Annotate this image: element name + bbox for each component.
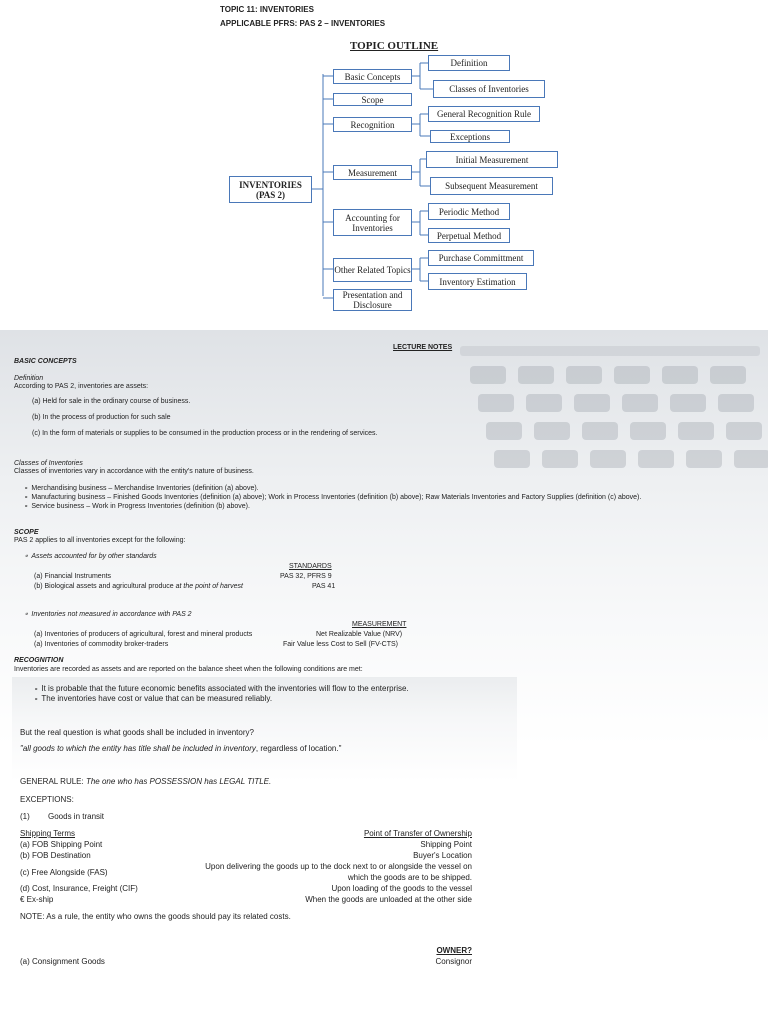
outline-basic-concepts: Basic Concepts	[333, 69, 412, 84]
class-item-manufacturing: ∘ Manufacturing business – Finished Goods Inventories (definition (a) above); Work in Process Inventories (definition (b) above); Raw Materials Inventories and Factory Supplies (definition (c) above).	[24, 494, 641, 502]
shipping-a-point: Shipping Point	[420, 840, 472, 849]
shipping-b-point: Buyer's Location	[413, 851, 472, 860]
shipping-c-point-1: Upon delivering the goods up to the dock next to or alongside the vessel on	[205, 862, 472, 871]
calculator-key	[470, 366, 506, 384]
basic-concepts-heading: BASIC CONCEPTS	[14, 358, 77, 365]
consignment-goods-label: (a) Consignment Goods	[20, 957, 105, 966]
measurement-a-label: (a) Inventories of producers of agricultural, forest and mineral products	[34, 631, 253, 638]
outline-initial-measurement: Initial Measurement	[426, 151, 558, 168]
calculator-key	[590, 450, 626, 468]
calculator-key	[662, 366, 698, 384]
calculator-key	[678, 422, 714, 440]
definition-intro: According to PAS 2, inventories are assets:	[14, 383, 149, 390]
title-quote-italic: "all goods to which the entity has title shall be included in inventory	[20, 744, 256, 753]
outline-classes: Classes of Inventories	[433, 80, 545, 98]
outline-root-box: INVENTORIES (PAS 2)	[229, 176, 312, 203]
standard-b-text: (b) Biological assets and agricultural produce	[34, 583, 176, 590]
pfrs-header: APPLICABLE PFRS: PAS 2 – INVENTORIES	[220, 19, 386, 28]
scope-bullet-measurement: ∘ Inventories not measured in accordance with PAS 2	[24, 611, 192, 619]
shipping-e-term: € Ex-ship	[20, 895, 54, 904]
shipping-d-point: Upon loading of the goods to the vessel	[331, 884, 472, 893]
title-quote	[20, 744, 341, 753]
exception-1-label: Goods in transit	[48, 812, 105, 821]
outline-definition: Definition	[428, 55, 510, 71]
shipping-c-point-2: which the goods are to be shipped.	[347, 873, 472, 882]
calculator-key	[526, 394, 562, 412]
consignment-owner: Consignor	[435, 957, 472, 966]
outline-title: TOPIC OUTLINE	[350, 40, 439, 52]
class-item-merchandising: ∘ Merchandising business – Merchandise Inventories (definition (a) above).	[24, 485, 259, 493]
calculator-key	[726, 422, 762, 440]
topic-header: TOPIC 11: INVENTORIES	[220, 5, 314, 14]
outline-inventory-estimation: Inventory Estimation	[428, 273, 527, 290]
classes-intro: Classes of inventories vary in accordance with the entity's nature of business.	[14, 468, 254, 475]
calculator-key	[494, 450, 530, 468]
general-rule-label: GENERAL RULE:	[20, 777, 86, 786]
scope-intro: PAS 2 applies to all inventories except for the following:	[14, 537, 186, 544]
outline-accounting: Accounting for Inventories	[333, 209, 412, 236]
calculator-key	[542, 450, 578, 468]
shipping-d-term: (d) Cost, Insurance, Freight (CIF)	[20, 884, 138, 893]
calculator-key	[574, 394, 610, 412]
standard-a-label: (a) Financial Instruments	[34, 573, 112, 580]
outline-scope: Scope	[333, 93, 412, 106]
recognition-intro: Inventories are recorded as assets and are reported on the balance sheet when the following conditions are met:	[14, 666, 363, 673]
calculator-key	[718, 394, 754, 412]
general-rule	[20, 777, 271, 786]
general-rule-text: The one who has POSSESSION has LEGAL TITLE.	[85, 777, 272, 786]
calculator-key	[670, 394, 706, 412]
outline-periodic: Periodic Method	[428, 203, 510, 220]
calculator-image	[440, 336, 768, 486]
class-item-service: ∘ Service business – Work in Progress Inventories (definition (b) above).	[24, 503, 250, 511]
calculator-key	[710, 366, 746, 384]
title-quote-rest: , regardless of location."	[255, 744, 342, 753]
outline-perpetual: Perpetual Method	[428, 228, 510, 243]
standard-a-value: PAS 32, PFRS 9	[280, 573, 332, 580]
measurement-b-value: Fair Value less Cost to Sell (FV-CTS)	[283, 641, 399, 648]
calculator-key	[486, 422, 522, 440]
definition-title: Definition	[14, 375, 44, 382]
calculator-key	[518, 366, 554, 384]
scope-heading: SCOPE	[14, 529, 39, 536]
recognition-condition-1: ∘ It is probable that the future economic benefits associated with the inventories will flow to the enterprise.	[34, 684, 409, 694]
recognition-condition-2: ∘ The inventories have cost or value that can be measured reliably.	[34, 694, 272, 704]
transfer-point-header: Point of Transfer of Ownership	[363, 829, 472, 838]
calculator-key	[614, 366, 650, 384]
outline-purchase-commitment: Purchase Committment	[428, 250, 534, 266]
exception-1-number: (1)	[20, 812, 30, 821]
measurement-b-label: (a) Inventories of commodity broker-traders	[34, 641, 169, 648]
outline-exceptions: Exceptions	[430, 130, 510, 143]
calculator-key	[734, 450, 768, 468]
measurement-a-value: Net Realizable Value (NRV)	[316, 631, 403, 638]
shipping-terms-header: Shipping Terms	[20, 829, 75, 838]
calculator-key	[566, 366, 602, 384]
shipping-b-term: (b) FOB Destination	[20, 851, 91, 860]
outline-recognition: Recognition	[333, 117, 412, 132]
calculator-key	[582, 422, 618, 440]
standards-header: STANDARDS	[289, 563, 332, 570]
calculator-key	[478, 394, 514, 412]
outline-presentation: Presentation and Disclosure	[333, 289, 412, 311]
standard-b-value: PAS 41	[312, 583, 336, 590]
measurement-header: MEASUREMENT	[352, 621, 407, 628]
lecture-notes-title: LECTURE NOTES	[393, 344, 453, 351]
shipping-a-term: (a) FOB Shipping Point	[20, 840, 103, 849]
calculator-key	[686, 450, 722, 468]
outline-other-topics: Other Related Topics	[333, 258, 412, 282]
inventory-question: But the real question is what goods shall be included in inventory?	[20, 728, 254, 737]
definition-c: (c) In the form of materials or supplies to be consumed in the production process or in the rendering of services.	[32, 430, 378, 437]
definition-a: (a) Held for sale in the ordinary course of business.	[32, 398, 191, 405]
calculator-key	[622, 394, 658, 412]
standard-b-label	[34, 583, 243, 591]
scope-bullet-standards: ∘ Assets accounted for by other standards	[24, 553, 157, 561]
exceptions-label: EXCEPTIONS:	[20, 795, 74, 804]
owner-header: OWNER?	[436, 946, 472, 955]
shipping-e-point: When the goods are unloaded at the other side	[305, 895, 472, 904]
standard-b-italic: at the point of harvest	[175, 583, 243, 590]
ownership-note: NOTE: As a rule, the entity who owns the goods should pay its related costs.	[20, 912, 291, 921]
recognition-heading: RECOGNITION	[14, 657, 64, 664]
outline-general-rule: General Recognition Rule	[428, 106, 540, 122]
calculator-key	[630, 422, 666, 440]
outline-measurement: Measurement	[333, 165, 412, 180]
calculator-key	[638, 450, 674, 468]
classes-title: Classes of Inventories	[14, 460, 83, 467]
calculator-key	[534, 422, 570, 440]
outline-subsequent-measurement: Subsequent Measurement	[430, 177, 553, 195]
definition-b: (b) In the process of production for such sale	[32, 414, 171, 421]
shipping-c-term: (c) Free Alongside (FAS)	[20, 868, 108, 877]
